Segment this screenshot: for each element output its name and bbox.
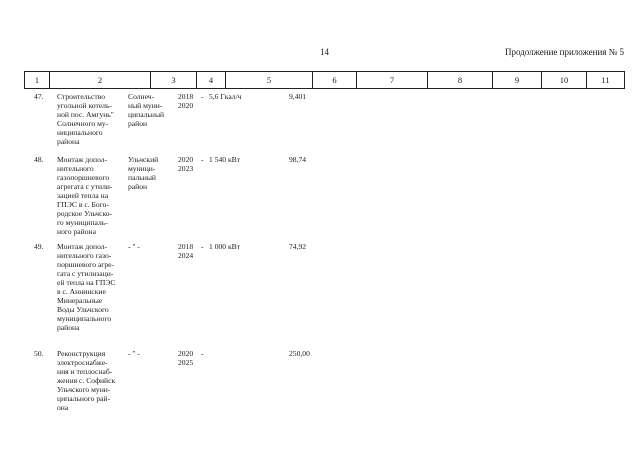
period-dash: -: [201, 349, 204, 358]
header-cell-3: 3: [151, 72, 197, 88]
period-dash: -: [201, 155, 204, 164]
cost-value: 98,74: [289, 155, 307, 164]
header-cell-11: 11: [587, 72, 625, 88]
table-header-row: [24, 71, 625, 89]
cost-value: 250,00: [289, 349, 310, 358]
implementation-period: 2018 2020: [178, 92, 194, 110]
header-cell-8: 8: [428, 72, 493, 88]
implementation-period: 2018 2024: [178, 242, 194, 260]
header-cell-2: 2: [50, 72, 151, 88]
project-name: Монтаж допол- нительного газо- поршневого агре- гата с утилизаци- ей тепла на ГПЭС в с. Аннинские Минеральные Воды Ульчского муниципального района: [57, 242, 116, 332]
header-cell-7: 7: [357, 72, 428, 88]
row-number: 49.: [34, 242, 44, 251]
header-cell-1: 1: [25, 72, 50, 88]
implementation-period: 2020 2025: [178, 349, 194, 367]
project-name: Строительство угольной котель- ной пос. Амгунь" Солнечного му- ниципального района: [57, 92, 114, 146]
capacity: 1 540 кВт: [209, 155, 241, 164]
period-dash: -: [201, 242, 204, 251]
municipality: Ульчский муници- пальный район: [128, 155, 159, 191]
row-number: 47.: [34, 92, 44, 101]
header-cell-9: 9: [493, 72, 542, 88]
project-name: Реконструкция электроснабже- ния и теплоснаб- жения с. Софийск Ульчского муни- ципального рай- она: [57, 349, 116, 412]
implementation-period: 2020 2023: [178, 155, 194, 173]
municipality: Солнеч- ный муни- ципальный район: [128, 92, 165, 128]
period-dash: -: [201, 92, 204, 101]
municipality: - " -: [128, 242, 140, 251]
page-number: 14: [320, 47, 329, 57]
continuation-label: Продолжение приложения № 5: [504, 47, 624, 57]
capacity: 5,6 Гкал/ч: [209, 92, 242, 101]
project-name: Монтаж допол- нительного газопоршневого агрегата с утили- зацией тепла на ГПЭС в с. Бого- родское Ульчско- го муниципаль- ного района: [57, 155, 113, 236]
header-cell-4: 4: [197, 72, 226, 88]
cost-value: 74,92: [289, 242, 307, 251]
header-cell-10: 10: [542, 72, 587, 88]
cost-value: 9,401: [289, 92, 307, 101]
capacity: 1 000 кВт: [209, 242, 241, 251]
header-cell-5: 5: [226, 72, 313, 88]
header-cell-6: 6: [313, 72, 357, 88]
row-number: 48.: [34, 155, 44, 164]
row-number: 50.: [34, 349, 44, 358]
municipality: - " -: [128, 349, 140, 358]
